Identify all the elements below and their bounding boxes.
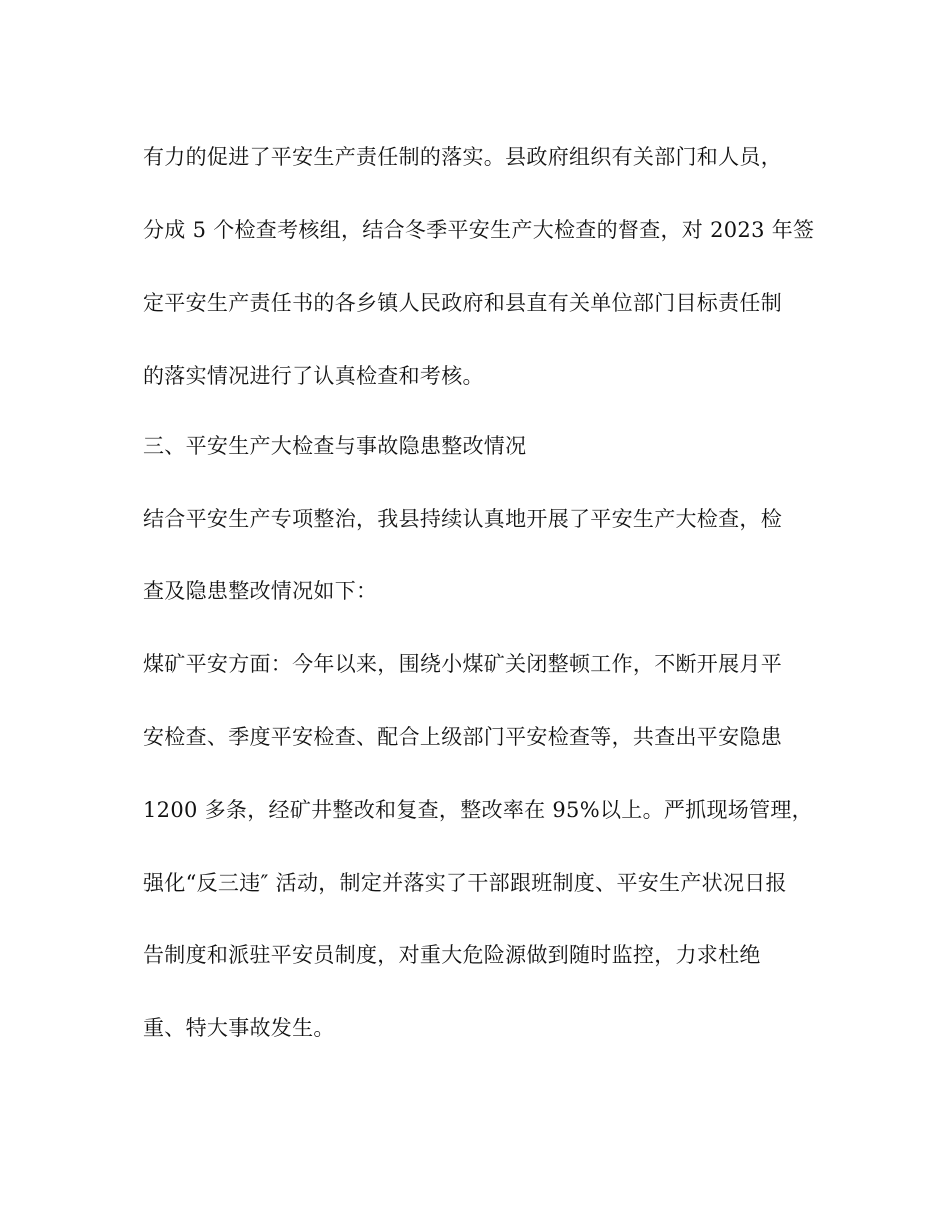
paragraph-line: 定平安生产责任书的各乡镇人民政府和县直有关单位部门目标责任制 bbox=[143, 291, 782, 315]
paragraph-line: 1200 多条，经矿井整改和复查，整改率在 95%以上。严抓现场管理， bbox=[143, 798, 813, 822]
section-heading: 三、平安生产大检查与事故隐患整改情况 bbox=[143, 434, 527, 458]
paragraph-line: 有力的促进了平安生产责任制的落实。县政府组织有关部门和人员， bbox=[143, 145, 782, 169]
paragraph-line: 强化“反三违″ 活动，制定并落实了干部跟班制度、平安生产状况日报 bbox=[143, 871, 787, 895]
paragraph-line: 查及隐患整改情况如下： bbox=[143, 579, 378, 603]
paragraph-line: 结合平安生产专项整治，我县持续认真地开展了平安生产大检查，检 bbox=[143, 507, 782, 531]
paragraph-line: 安检查、季度平安检查、配合上级部门平安检查等，共查出平安隐患 bbox=[143, 725, 782, 749]
paragraph-line: 煤矿平安方面：今年以来，围绕小煤矿关闭整顿工作，不断开展月平 bbox=[143, 652, 782, 676]
paragraph-line: 重、特大事故发生。 bbox=[143, 1016, 335, 1040]
paragraph-line: 告制度和派驻平安员制度，对重大危险源做到随时监控，力求杜绝 bbox=[143, 943, 761, 967]
paragraph-line: 的落实情况进行了认真检查和考核。 bbox=[143, 364, 484, 388]
paragraph-line: 分成 5 个检查考核组，结合冬季平安生产大检查的督查，对 2023 年签 bbox=[143, 218, 815, 242]
